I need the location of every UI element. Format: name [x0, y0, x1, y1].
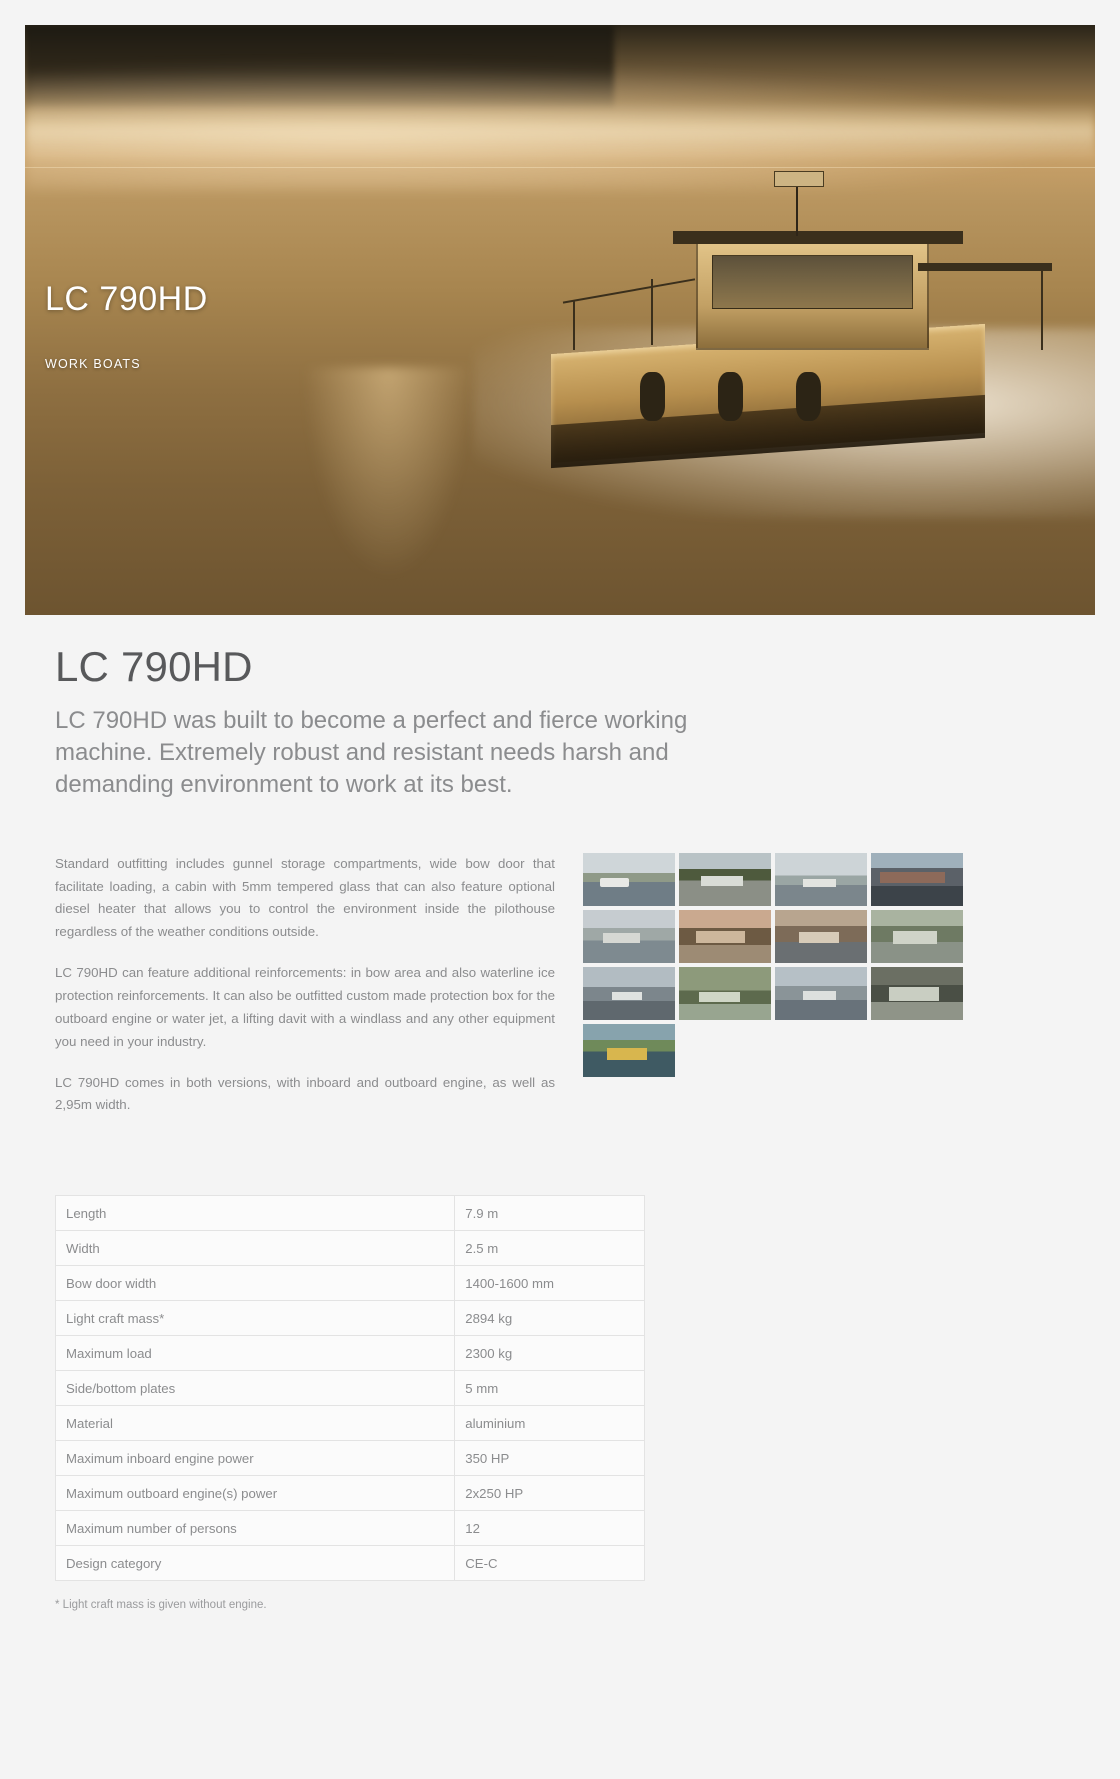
spec-value: 1400-1600 mm: [455, 1266, 645, 1301]
hero-sun-reflection: [303, 367, 474, 579]
boat-rail-top: [563, 279, 695, 304]
table-row: [56, 1441, 645, 1476]
table-row: [56, 1406, 645, 1441]
boat-mast-light: [774, 171, 824, 187]
gallery-thumbnail[interactable]: [775, 853, 867, 906]
page-title: LC 790HD: [55, 643, 253, 690]
gallery-thumbnail[interactable]: [871, 853, 963, 906]
boat-rail-post-right: [651, 279, 653, 344]
spec-key: Maximum inboard engine power: [56, 1441, 455, 1476]
description-paragraph: Standard outfitting includes gunnel storage compartments, wide bow door that facilitate loading, a cabin with 5mm tempered glass that can also feature optional diesel heater that allows you to control the environment inside the pilothouse regardless of the weather conditions outside.: [55, 855, 555, 940]
specifications-footnote: * Light craft mass is given without engine.: [55, 1599, 267, 1612]
spec-value: aluminium: [455, 1406, 645, 1441]
spec-value: 2x250 HP: [455, 1476, 645, 1511]
gallery-thumbnail[interactable]: [871, 967, 963, 1020]
specifications-table: [55, 1195, 645, 1581]
table-row: [56, 1371, 645, 1406]
spec-value: 5 mm: [455, 1371, 645, 1406]
hero-title: LC 790HD: [45, 280, 208, 318]
spec-key: Material: [56, 1406, 455, 1441]
spec-value: CE-C: [455, 1546, 645, 1581]
hero-mist-band: [25, 102, 1095, 161]
hero-category-label: WORK BOATS: [45, 357, 141, 371]
table-row: [56, 1301, 645, 1336]
boat-cabin-window: [712, 255, 912, 309]
gallery-thumbnail[interactable]: [679, 967, 771, 1020]
boat-cabin-roof: [673, 231, 962, 245]
hero-boat: [507, 220, 1063, 491]
spec-value: 2.5 m: [455, 1231, 645, 1266]
page-lead: LC 790HD was built to become a perfect and fierce working machine. Extremely robust and resistant needs harsh and demanding environment to work at its best.: [55, 707, 688, 798]
spec-key: Length: [56, 1196, 455, 1231]
description-column: [55, 853, 555, 1136]
gallery-thumbnail[interactable]: [871, 910, 963, 963]
description-paragraph: LC 790HD comes in both versions, with inboard and outboard engine, as well as 2,95m width.: [55, 1074, 555, 1113]
hero-waterline: [25, 167, 1095, 168]
gallery-thumbnail[interactable]: [775, 910, 867, 963]
table-row: [56, 1476, 645, 1511]
spec-key: Bow door width: [56, 1266, 455, 1301]
spec-key: Maximum number of persons: [56, 1511, 455, 1546]
gallery-thumbnail[interactable]: [583, 910, 675, 963]
boat-fender: [718, 372, 743, 421]
table-row: [56, 1336, 645, 1371]
table-row: [56, 1231, 645, 1266]
spec-value: 2300 kg: [455, 1336, 645, 1371]
spec-key: Side/bottom plates: [56, 1371, 455, 1406]
table-row: [56, 1546, 645, 1581]
product-page: [0, 25, 1120, 1633]
hero-title-block: [45, 280, 208, 371]
table-row: [56, 1266, 645, 1301]
spec-key: Width: [56, 1231, 455, 1266]
spec-key: Maximum load: [56, 1336, 455, 1371]
boat-mast: [796, 182, 798, 236]
description-paragraph: LC 790HD can feature additional reinforcements: in bow area and also waterline ice protection reinforcements. It can also be outfitted custom made protection box for the outboard engine or water jet, a lifting davit with a windlass and any other equipment you need in your industry.: [55, 965, 555, 1049]
content-area: [0, 643, 1120, 1633]
spec-value: 2894 kg: [455, 1301, 645, 1336]
spec-key: Maximum outboard engine(s) power: [56, 1476, 455, 1511]
specifications-body: [56, 1196, 645, 1581]
gallery-thumbnail[interactable]: [583, 853, 675, 906]
gallery-thumbnail[interactable]: [679, 910, 771, 963]
gallery-thumbnail[interactable]: [583, 967, 675, 1020]
spec-value: 12: [455, 1511, 645, 1546]
spec-value: 7.9 m: [455, 1196, 645, 1231]
boat-aft-awning: [918, 263, 1052, 271]
spec-key: Light craft mass*: [56, 1301, 455, 1336]
spec-key: Design category: [56, 1546, 455, 1581]
hero-banner: [25, 25, 1095, 615]
specifications-section: [55, 1195, 1065, 1633]
boat-rail-post-left: [573, 301, 575, 350]
table-row: [56, 1511, 645, 1546]
boat-fender: [640, 372, 665, 421]
image-gallery: [583, 853, 1065, 1077]
table-row: [56, 1196, 645, 1231]
gallery-thumbnail[interactable]: [679, 853, 771, 906]
spec-value: 350 HP: [455, 1441, 645, 1476]
boat-fender: [796, 372, 821, 421]
gallery-thumbnail[interactable]: [775, 967, 867, 1020]
gallery-thumbnail[interactable]: [583, 1024, 675, 1077]
boat-awning-post: [1041, 269, 1043, 350]
description-and-gallery: [55, 853, 1065, 1136]
